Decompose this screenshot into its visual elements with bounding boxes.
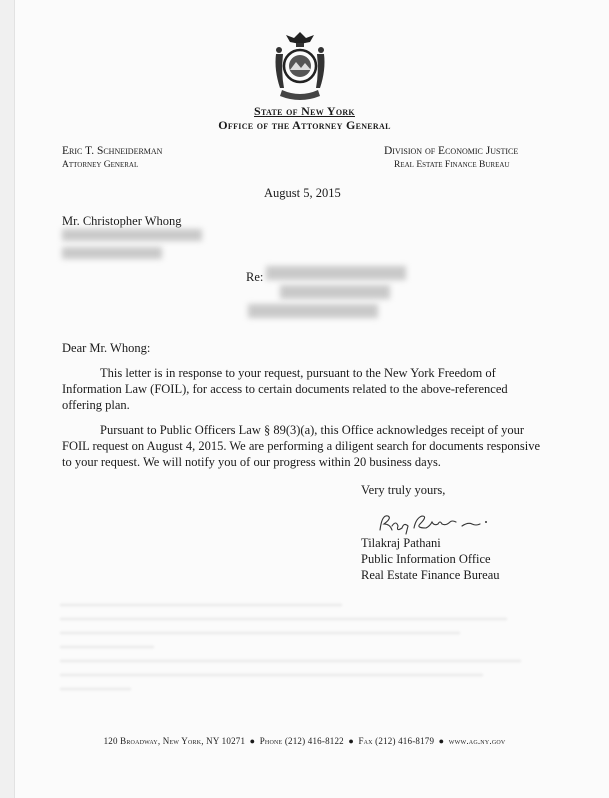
redacted-subject-line-3 [248,304,378,318]
office-heading: Office of the Attorney General [218,118,391,132]
paragraph2-line2: FOIL request on August 4, 2015. We are performing a diligent search for documents responsive [62,439,541,453]
attorney-general-name: Eric T. Schneiderman [62,145,163,157]
closing: Very truly yours, [361,483,446,497]
re-label: Re: [246,270,264,284]
redacted-address-line-2 [62,247,162,259]
attorney-general-title: Attorney General [62,160,139,170]
signer-office: Public Information Office [361,552,491,566]
state-seal-icon [268,30,332,102]
footer-fax: Fax (212) 416-8179 [358,736,435,746]
bleed-through-text [60,604,530,714]
state-heading: State of New York [254,104,355,118]
signer-name: Tilakraj Pathani [361,536,441,550]
handwritten-signature-icon [374,508,494,538]
bullet-icon: ● [249,736,256,746]
bullet-icon: ● [438,736,445,746]
signer-bureau: Real Estate Finance Bureau [361,568,500,582]
footer [0,736,609,746]
redacted-subject-line-2 [280,285,390,299]
paragraph1-line3: offering plan. [62,398,130,412]
division-name: Division of Economic Justice [384,145,519,157]
redacted-subject-line-1 [266,266,406,280]
footer-web: www.ag.ny.gov [448,736,506,746]
paragraph1-line1: This letter is in response to your request, pursuant to the New York Freedom of [100,366,496,380]
paragraph1-line2: Information Law (FOIL), for access to certain documents related to the above-referenced [62,382,508,396]
paragraph2-line1: Pursuant to Public Officers Law § 89(3)(a), this Office acknowledges receipt of your [100,423,525,437]
footer-address: 120 Broadway, New York, NY 10271 [103,736,246,746]
letter-date: August 5, 2015 [264,186,341,200]
paragraph2-line3: to your request. We will notify you of our progress within 20 business days. [62,455,441,469]
bureau-name: Real Estate Finance Bureau [394,160,510,170]
recipient-name: Mr. Christopher Whong [62,214,182,228]
footer-phone: Phone (212) 416-8122 [259,736,344,746]
bullet-icon: ● [348,736,354,746]
redacted-address-line-1 [62,229,202,241]
salutation: Dear Mr. Whong: [62,341,151,355]
